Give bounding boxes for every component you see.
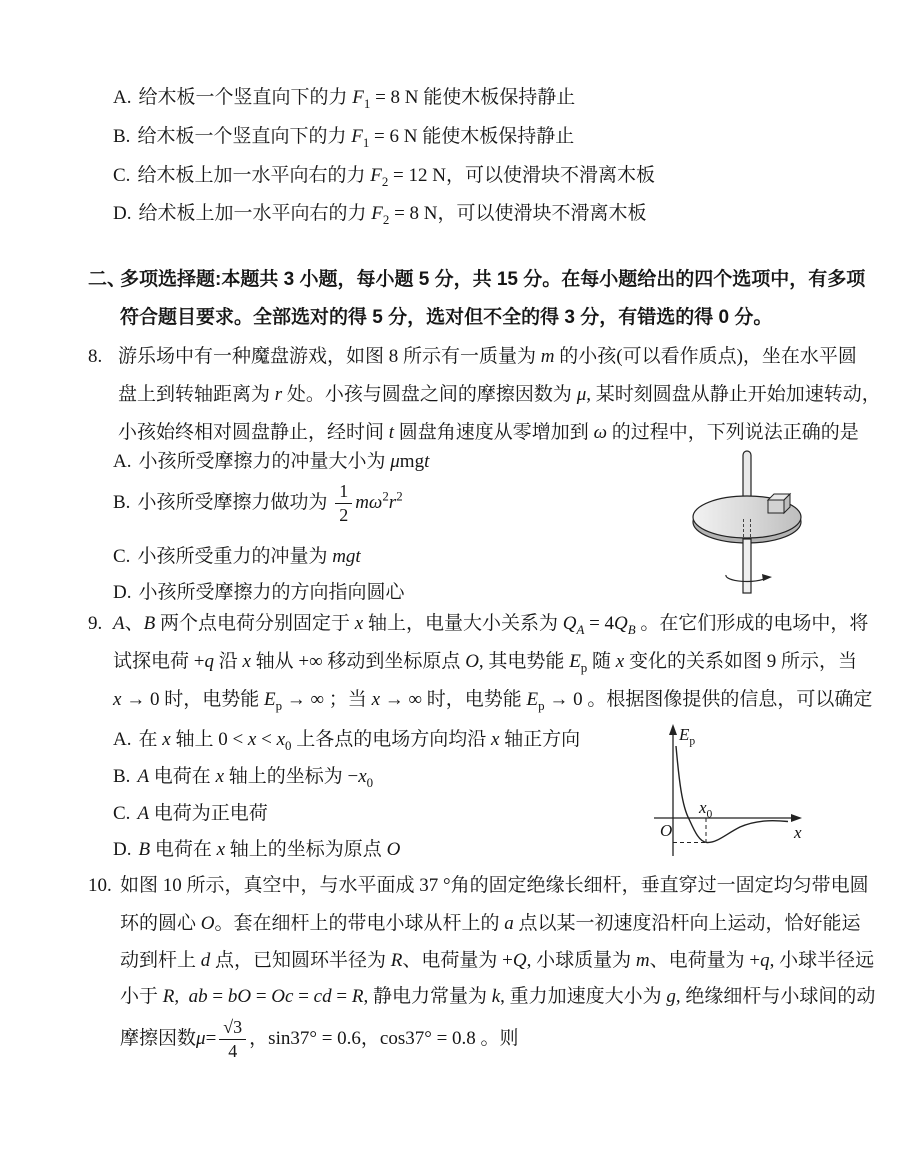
q10-line-4: 小于 R, ab = bO = Oc = cd = R, 静电力常量为 k, 重力加速度大小为 g, 绝缘细杆与小球间的动 <box>120 986 876 1007</box>
x-axis-arrow <box>791 814 802 822</box>
option-label: A. <box>113 729 132 750</box>
option-label: D. <box>113 582 132 603</box>
q9-line-1: A、B 两个点电荷分别固定于 x 轴上，电量大小关系为 $Q_A = 4Q_B$ 。在它们形成的电场中，将 <box>113 613 869 637</box>
disk-figure <box>680 447 815 597</box>
origin-label: O <box>660 821 673 840</box>
ep-curve <box>676 746 788 843</box>
block-cube-front <box>768 500 784 513</box>
x0-label: $x_0$ <box>699 798 713 821</box>
ep-x-graph-svg <box>648 722 808 862</box>
q9-option-d <box>113 838 400 862</box>
rotation-arrow-head <box>762 574 772 581</box>
q8-option-d <box>113 581 405 605</box>
q9-number: 9. <box>88 613 103 634</box>
option-text: 给木板一个竖直向下的力 $F_1 = 8$ N 能使木板保持静止 <box>138 87 576 111</box>
q10-line-1: 如图 10 所示，真空中，与水平面成 37 °角的固定绝缘长细杆，垂直穿过一固定均匀带电圆 <box>120 875 869 896</box>
option-text: B 电荷在 x 轴上的坐标为原点 O <box>138 839 401 860</box>
option-label: B. <box>113 126 131 147</box>
y-axis-arrow <box>669 724 677 735</box>
option-text: 给木板上加一水平向右的力 $F_2 = 12$ N，可以使滑块不滑离木板 <box>137 165 655 189</box>
option-text: 小孩所受摩擦力做功为 $\frac{1}{2}$ $m\omega^2r^2$ <box>137 480 403 525</box>
q8-line-2: 盘上到转轴距离为 r 处。小孩与圆盘之间的摩擦因数为 μ, 某时刻圆盘从静止开始加速转动， <box>118 384 881 405</box>
q9-line-3: x → 0 时，电势能 $E_p$ → ∞ ；当 x → ∞ 时，电势能 $E_p \to 0$ 。根据图像提供的信息，可以确定 <box>113 689 873 713</box>
q10-line-2: 环的圆心 O。套在细杆上的带电小球从杆上的 a 点以某一初速度沿杆向上运动，恰好能运 <box>120 913 861 934</box>
q8-option-a <box>113 450 429 474</box>
q8-line-3: 小孩始终相对圆盘静止，经时间 t 圆盘角速度从零增加到 ω 的过程中，下列说法正确的是 <box>118 422 859 443</box>
section2-number: 二、 <box>88 269 127 290</box>
option-label: C. <box>113 546 131 567</box>
option-text: A 电荷为正电荷 <box>137 803 268 824</box>
q7-option-c <box>113 164 655 194</box>
q8-option-b <box>113 480 403 526</box>
q8-number: 8. <box>88 346 103 367</box>
section2-header-line2: 符合题目要求。全部选对的得 5 分，选对但不全的得 3 分，有错选的得 0 分。 <box>120 307 773 328</box>
section2-header-line1: 多项选择题:本题共 3 小题，每小题 5 分，共 15 分。在每小题给出的四个选项中，有多项 <box>120 269 866 290</box>
q10-line-5: 摩擦因数 μ = √3 4 ，sin37° = 0.6，cos37° = 0.8 。则 <box>120 1016 519 1061</box>
q7-option-d <box>113 202 647 232</box>
q9-option-a <box>113 728 580 758</box>
option-text: 小孩所受摩擦力的冲量大小为 μmgt <box>138 451 430 472</box>
q10-line-3: 动到杆上 d 点，已知圆环半径为 R、电荷量为 +Q, 小球质量为 m、电荷量为 +q, 小球半径远 <box>120 950 875 971</box>
option-text: 给术板上加一水平向右的力 $F_2 = 8$ N，可以使滑块不滑离木板 <box>138 203 647 227</box>
disk-figure-svg <box>680 447 815 597</box>
option-text: 在 x 轴上 $0 < x < x_0$ 上各点的电场方向均沿 x 轴正方向 <box>138 729 581 753</box>
option-text: 小孩所受重力的冲量为 mgt <box>137 546 361 567</box>
q10-number: 10. <box>88 875 112 896</box>
option-text: A 电荷在 x 轴上的坐标为 $-x_0$ <box>137 766 374 790</box>
option-label: C. <box>113 803 131 824</box>
option-label: D. <box>113 203 132 224</box>
q8-line-1: 游乐场中有一种魔盘游戏，如图 8 所示有一质量为 m 的小孩(可以看作质点)，坐在水平圆 <box>118 346 857 367</box>
q9-option-b <box>113 765 373 795</box>
option-label: A. <box>113 451 132 472</box>
q9-option-c <box>113 802 268 826</box>
option-text: 给木板一个竖直向下的力 $F_1 = 6$ N 能使木板保持静止 <box>137 126 575 150</box>
option-label: B. <box>113 492 131 513</box>
option-text: 小孩所受摩擦力的方向指向圆心 <box>138 582 405 603</box>
q7-option-a <box>113 86 575 116</box>
option-label: C. <box>113 165 131 186</box>
ep-x-graph <box>648 722 808 862</box>
q7-option-b <box>113 125 574 155</box>
option-label: D. <box>113 839 132 860</box>
q9-line-2: 试探电荷 +q 沿 x 轴从 +∞ 移动到坐标原点 O, 其电势能 $E_p$ 随 x 变化的关系如图 9 所示，当 <box>113 651 857 675</box>
y-axis-label: $E_p$ <box>679 725 696 748</box>
x-axis-label: x <box>794 823 802 842</box>
option-label: B. <box>113 766 131 787</box>
axle-rod-bottom <box>743 539 751 593</box>
q8-option-c <box>113 545 361 569</box>
option-label: A. <box>113 87 132 108</box>
